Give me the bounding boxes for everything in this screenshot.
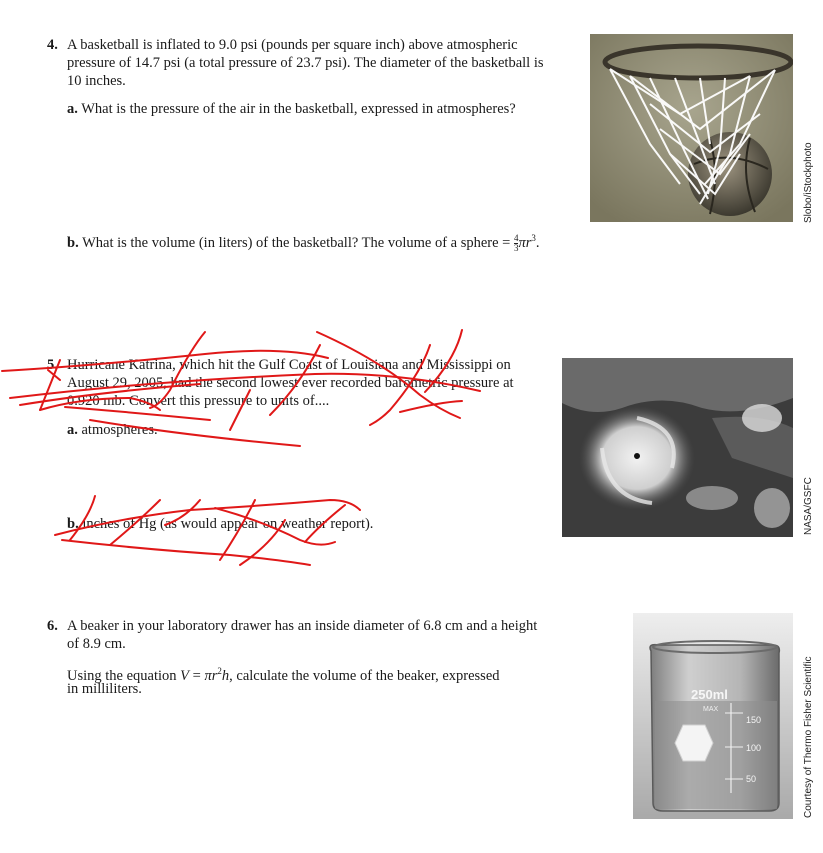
question-6-body-line2: in milliliters. (67, 681, 142, 697)
credit-slobo: Slobo/iStockphoto (803, 142, 814, 223)
credit-nasa: NASA/GSFC (803, 477, 814, 535)
question-5-line1: Hurricane Katrina, which hit the Gulf Coast of Louisiana and Mississippi on (67, 357, 511, 373)
part-a-label: a. (67, 422, 78, 438)
part-a-text: atmospheres. (81, 422, 158, 438)
credit-thermo: Courtesy of Thermo Fisher Scientific (803, 656, 814, 818)
part-b-text: inches of Hg (as would appear on weather report). (82, 516, 374, 532)
question-5-line2: August 29, 2005, had the second lowest ever recorded barometric pressure at (67, 375, 514, 391)
question-4-line1: A basketball is inflated to 9.0 psi (pounds per square inch) above atmospheric (67, 37, 518, 53)
beaker-max-label: MAX (703, 706, 719, 713)
question-4-line3: 10 inches. (67, 73, 126, 89)
part-b-text: What is the volume (in liters) of the basketball? The volume of a sphere = (82, 234, 511, 251)
question-6-line2: of 8.9 cm. (67, 636, 126, 652)
question-5-line3: 0.920 mb. Convert this pressure to units of.... (67, 393, 330, 409)
beaker-top-label: 250ml (691, 687, 728, 702)
question-4-number: 4. (47, 37, 58, 53)
sphere-formula: $\frac{4}{3}$ $\pi r^3$. (513, 233, 540, 253)
beaker-mark-100: 100 (746, 743, 762, 753)
volume-equation: $V = \pi r^2h$ (180, 666, 230, 684)
question-6 (47, 617, 538, 636)
question-4-line2: pressure of 14.7 psi (a total pressure of 23.7 psi). The diameter of the basketball is (67, 55, 544, 71)
body-prefix: Using the equation (67, 667, 177, 684)
part-a-text: What is the pressure of the air in the basketball, expressed in atmospheres? (81, 101, 516, 117)
beaker-photo (633, 613, 793, 819)
beaker-mark-50: 50 (746, 774, 757, 784)
question-6-number: 6. (47, 618, 58, 634)
part-b-label: b. (67, 516, 79, 532)
question-6-line1: A beaker in your laboratory drawer has an inside diameter of 6.8 cm and a height (67, 618, 538, 634)
question-5-number: 5. (47, 357, 58, 373)
part-b-label: b. (67, 234, 79, 251)
body-suffix: , calculate the volume of the beaker, expressed (229, 667, 500, 684)
part-a-label: a. (67, 101, 78, 117)
beaker-mark-150: 150 (746, 715, 762, 725)
